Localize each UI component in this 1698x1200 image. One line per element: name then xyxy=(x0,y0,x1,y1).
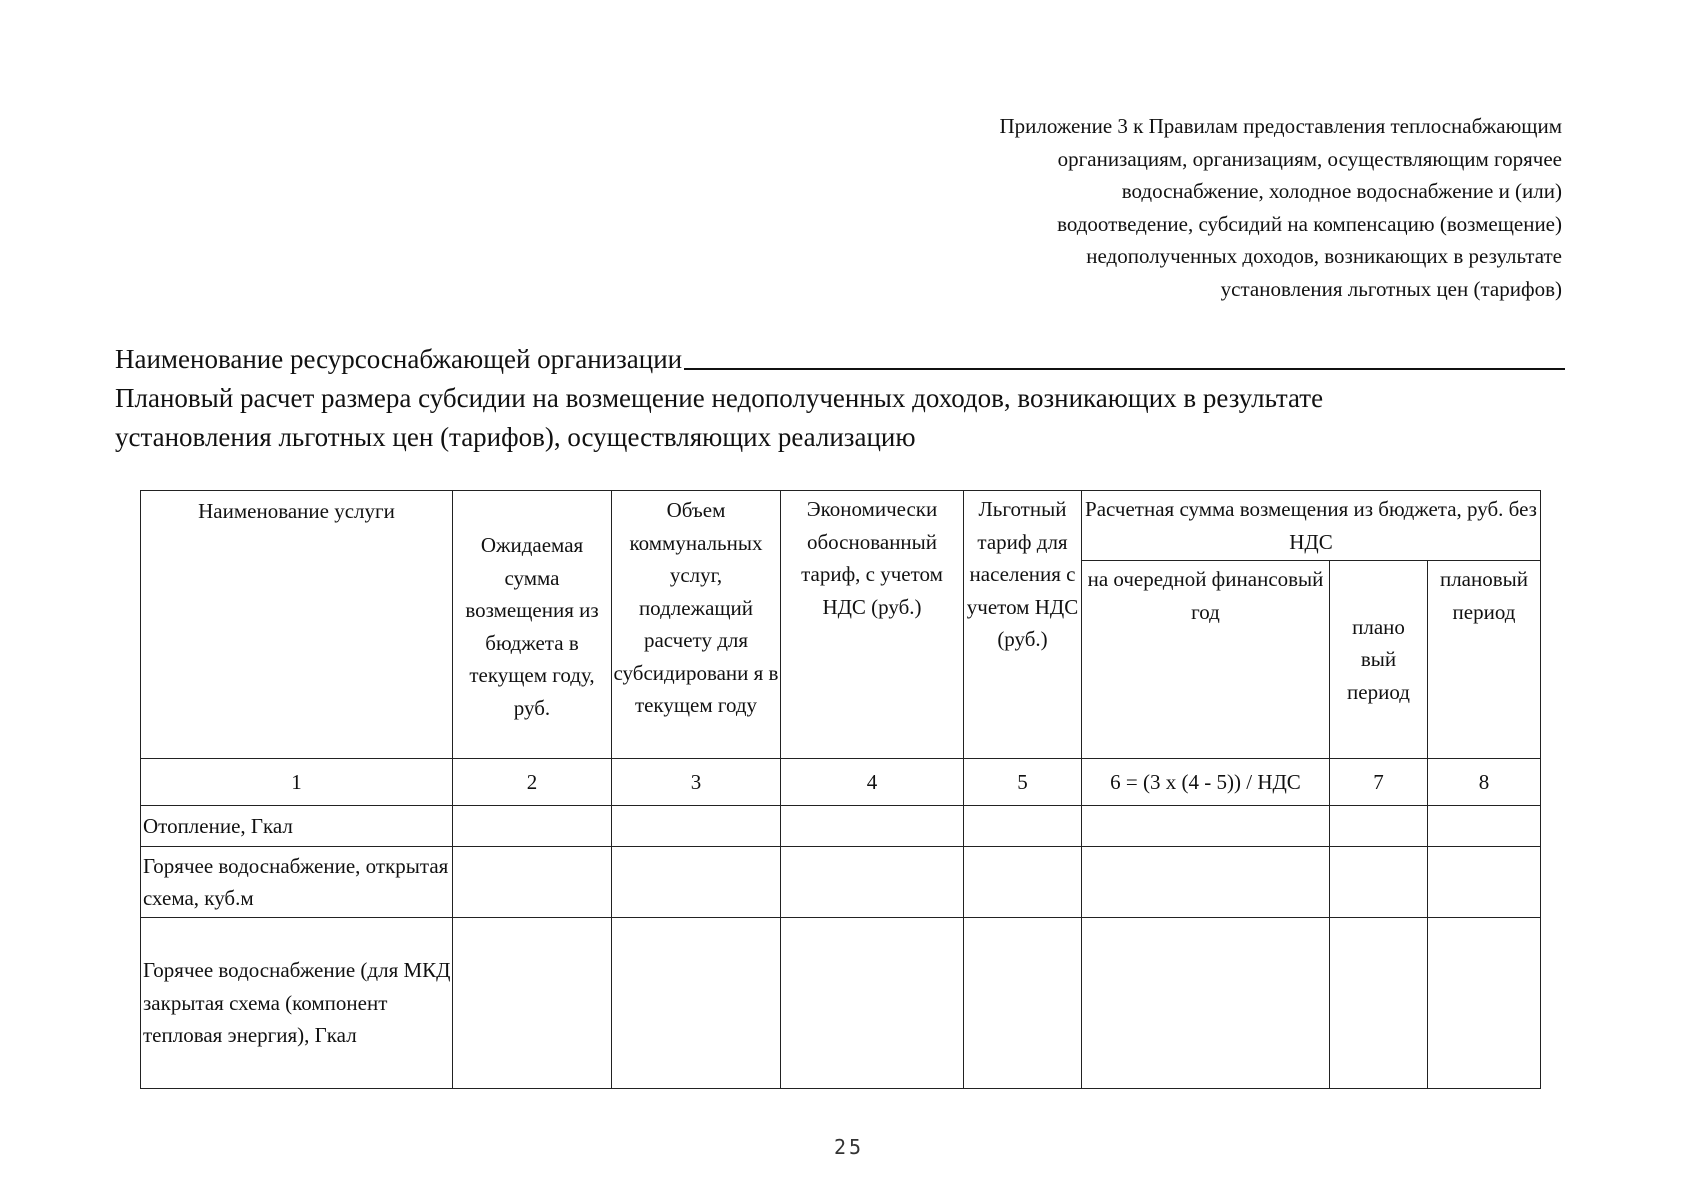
table-cell[interactable] xyxy=(1082,806,1330,847)
column-numbers-row xyxy=(141,759,1541,806)
table-cell[interactable] xyxy=(781,847,964,918)
table-cell[interactable] xyxy=(612,806,781,847)
row-label-hot-water-closed: Горячее водоснабжение (для МКД закрытая схема (компонент тепловая энергия), Гкал xyxy=(141,918,453,1089)
organization-name-blank-field[interactable] xyxy=(684,344,1565,370)
column-number: 4 xyxy=(781,759,964,806)
table-cell[interactable] xyxy=(781,918,964,1089)
column-number: 8 xyxy=(1428,759,1541,806)
table-cell[interactable] xyxy=(453,847,612,918)
column-number: 7 xyxy=(1330,759,1428,806)
table-cell[interactable] xyxy=(1082,847,1330,918)
table-cell[interactable] xyxy=(1330,806,1428,847)
table-cell[interactable] xyxy=(1330,918,1428,1089)
organization-name-line xyxy=(115,340,1565,379)
table-cell[interactable] xyxy=(964,806,1082,847)
organization-name-label: Наименование ресурсоснабжающей организации xyxy=(115,344,683,374)
appendix-line: недополученных доходов, возникающих в результате xyxy=(1086,244,1562,268)
appendix-line: организациям, организациям, осуществляющим горячее xyxy=(1057,146,1562,171)
table-row xyxy=(141,847,1541,918)
table-cell[interactable] xyxy=(1428,847,1541,918)
header-service-name: Наименование услуги xyxy=(141,491,453,759)
row-label-heating: Отопление, Гкал xyxy=(141,806,453,847)
column-number: 5 xyxy=(964,759,1082,806)
appendix-line: водоотведение, субсидий на компенсацию (возмещение) xyxy=(1057,211,1562,236)
appendix-line: установления льготных цен (тарифов) xyxy=(1220,276,1562,301)
row-label-hot-water-open: Горячее водоснабжение, открытая схема, куб.м xyxy=(141,847,453,918)
header-economic-tariff: Экономически обоснованный тариф, с учетом НДС (руб.) xyxy=(781,491,964,759)
appendix-reference xyxy=(802,110,1562,305)
document-title-line-2: установления льготных цен (тарифов), осуществляющих реализацию xyxy=(115,422,916,452)
document-title-line-1: Плановый расчет размера субсидии на возмещение недополученных доходов, возникающих в результате xyxy=(115,383,1324,413)
table-cell[interactable] xyxy=(1428,806,1541,847)
column-number-formula: 6 = (3 х (4 - 5)) / НДС xyxy=(1082,759,1330,806)
header-volume: Объем коммунальных услуг, подлежащий расчету для субсидировани я в текущем году xyxy=(612,491,781,759)
header-next-financial-year: на очередной финансовый год xyxy=(1082,561,1330,759)
header-expected-sum: Ожидаемая сумма возмещения из бюджета в текущем году, руб. xyxy=(453,491,612,759)
table-cell[interactable] xyxy=(453,806,612,847)
header-planned-period-2: плановый период xyxy=(1428,561,1541,759)
table-cell[interactable] xyxy=(1330,847,1428,918)
column-number: 1 xyxy=(141,759,453,806)
header-budget-reimbursement-group: Расчетная сумма возмещения из бюджета, руб. без НДС xyxy=(1082,491,1541,561)
table-cell[interactable] xyxy=(1428,918,1541,1089)
column-number: 2 xyxy=(453,759,612,806)
table-row xyxy=(141,806,1541,847)
subsidy-calculation-table xyxy=(140,490,1541,1089)
appendix-line: водоснабжение, холодное водоснабжение и (или) xyxy=(1121,179,1562,203)
appendix-line: Приложение 3 к Правилам предоставления теплоснабжающим xyxy=(999,114,1562,138)
table-cell[interactable] xyxy=(964,918,1082,1089)
table-cell[interactable] xyxy=(612,918,781,1089)
header-planned-period-1: плано вый период xyxy=(1330,561,1428,759)
page-number: 25 xyxy=(833,1135,865,1159)
table-cell[interactable] xyxy=(1082,918,1330,1089)
table-cell[interactable] xyxy=(781,806,964,847)
table-cell[interactable] xyxy=(612,847,781,918)
table-row xyxy=(141,918,1541,1089)
header-preferential-tariff: Льготный тариф для населения с учетом НДС (руб.) xyxy=(964,491,1082,759)
document-heading xyxy=(115,340,1565,457)
column-number: 3 xyxy=(612,759,781,806)
table-cell[interactable] xyxy=(453,918,612,1089)
table-cell[interactable] xyxy=(964,847,1082,918)
